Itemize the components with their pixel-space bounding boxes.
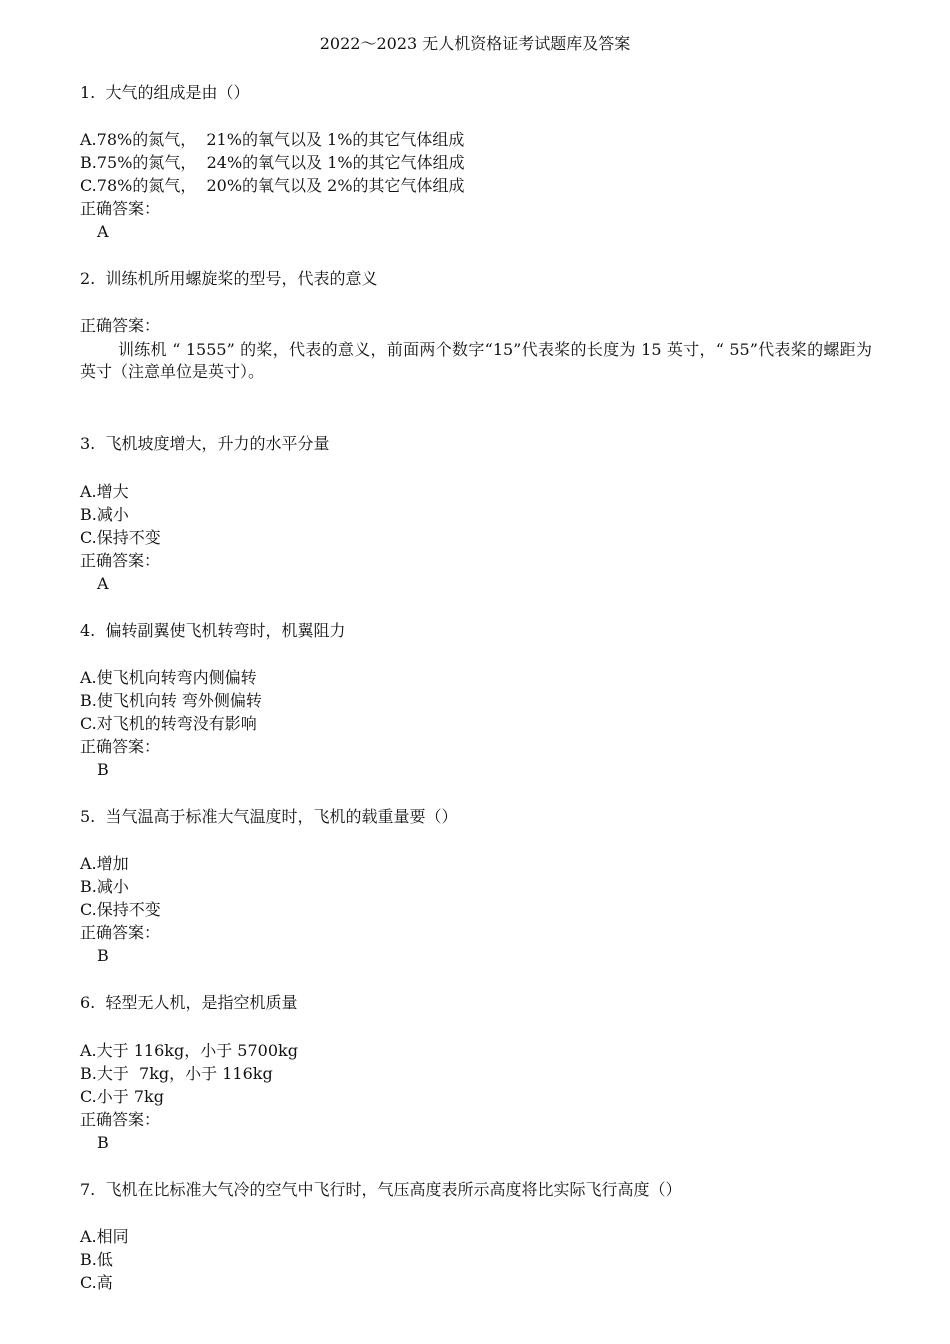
- question-1-option-a: A.78%的氮气， 21%的氧气以及 1%的其它气体组成: [80, 130, 465, 149]
- question-1-answer-label: 正确答案：: [80, 199, 161, 218]
- question-4-answer: B: [97, 760, 109, 779]
- question-3-option-c: C.保持不变: [80, 528, 161, 547]
- question-5-answer-label: 正确答案：: [80, 923, 161, 942]
- question-5-stem: 5. 当气温高于标准大气温度时，飞机的载重量要（）: [80, 807, 458, 826]
- question-3-stem: 3. 飞机坡度增大，升力的水平分量: [80, 434, 330, 453]
- question-2-stem: 2. 训练机所用螺旋桨的型号，代表的意义: [80, 269, 378, 288]
- document-title: 2022～2023 无人机资格证考试题库及答案: [319, 34, 631, 53]
- question-2-answer-text: 训练机 “ 1555” 的桨，代表的意义，前面两个数字“15”代表桨的长度为 15 英寸，“ 55”代表桨的螺距为英寸（注意单位是英寸）。: [80, 340, 872, 381]
- question-3-option-a: A.增大: [80, 482, 129, 501]
- question-7-stem: 7. 飞机在比标准大气冷的空气中飞行时，气压高度表所示高度将比实际飞行高度（）: [80, 1180, 682, 1199]
- question-4-answer-label: 正确答案：: [80, 737, 161, 756]
- question-6-option-c: C.小于 7kg: [80, 1087, 164, 1106]
- question-4-option-c: C.对飞机的转弯没有影响: [80, 714, 257, 733]
- question-6-answer-label: 正确答案：: [80, 1110, 161, 1129]
- question-5-answer: B: [97, 946, 109, 965]
- question-7-option-b: B.低: [80, 1250, 113, 1269]
- question-1-answer: A: [97, 222, 109, 241]
- question-3-answer: A: [97, 574, 109, 593]
- question-4-stem: 4. 偏转副翼使飞机转弯时，机翼阻力: [80, 621, 346, 640]
- question-1-option-c: C.78%的氮气， 20%的氧气以及 2%的其它气体组成: [80, 176, 465, 195]
- question-5-option-a: A.增加: [80, 854, 129, 873]
- question-1-option-b: B.75%的氮气， 24%的氧气以及 1%的其它气体组成: [80, 153, 465, 172]
- question-6-option-a: A.大于 116kg，小于 5700kg: [80, 1041, 298, 1060]
- question-4-option-a: A.使飞机向转弯内侧偏转: [80, 668, 257, 687]
- question-7-option-c: C.高: [80, 1273, 113, 1292]
- question-6-answer: B: [97, 1133, 109, 1152]
- question-6-option-b: B.大于 7kg，小于 116kg: [80, 1064, 273, 1083]
- question-7-option-a: A.相同: [80, 1227, 129, 1246]
- question-1-stem: 1. 大气的组成是由（）: [80, 83, 250, 102]
- question-5-option-b: B.减小: [80, 877, 129, 896]
- question-5-option-c: C.保持不变: [80, 900, 161, 919]
- question-2-answer-label: 正确答案：: [80, 316, 161, 335]
- question-6-stem: 6. 轻型无人机，是指空机质量: [80, 993, 298, 1012]
- question-4-option-b: B.使飞机向转 弯外侧偏转: [80, 691, 262, 710]
- question-3-answer-label: 正确答案：: [80, 551, 161, 570]
- question-3-option-b: B.减小: [80, 505, 129, 524]
